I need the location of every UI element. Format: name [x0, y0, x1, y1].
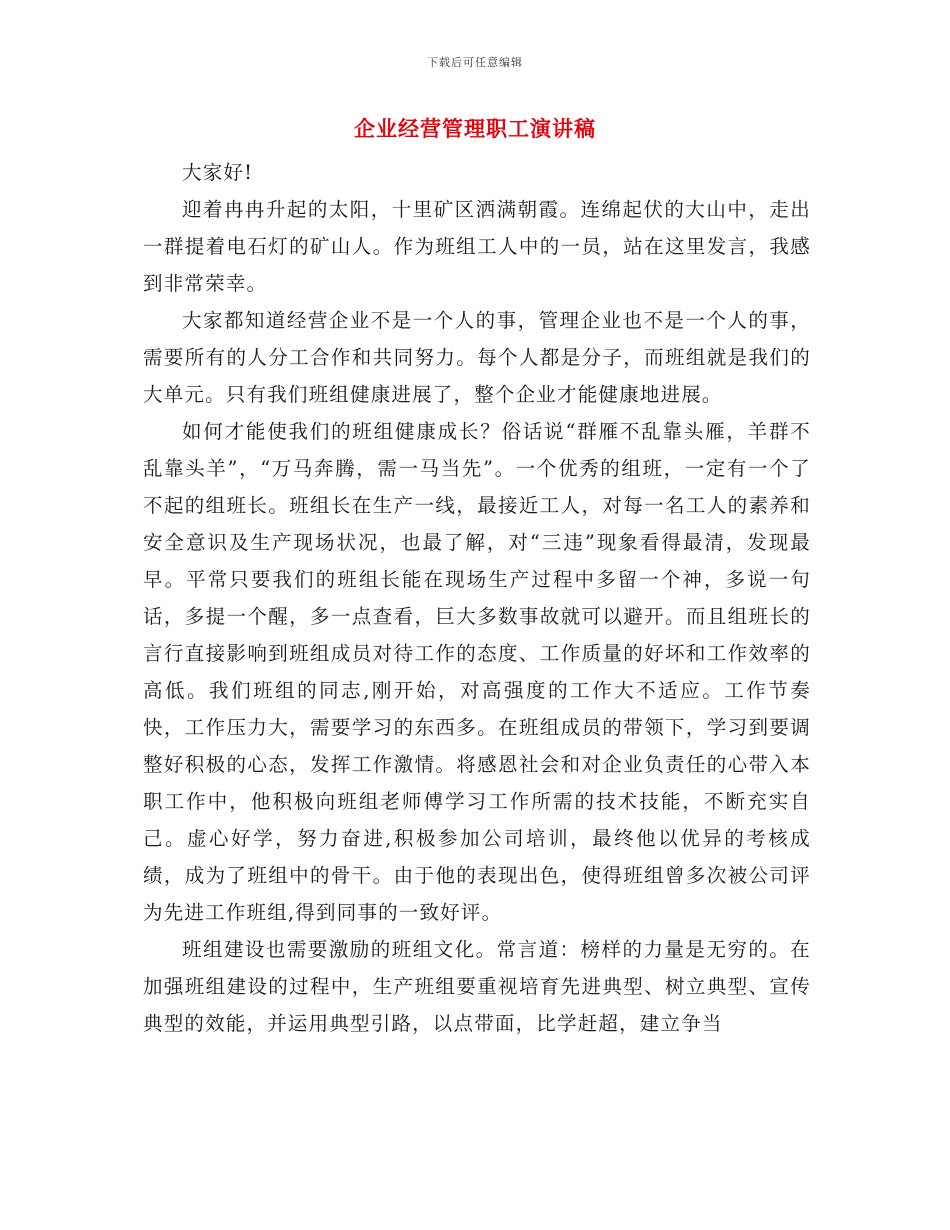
- document-title: 企业经营管理职工演讲稿: [354, 116, 596, 141]
- paragraph-teamwork: 大家都知道经营企业不是一个人的事，管理企业也不是一个人的事，需要所有的人分工合作和共同努力。每个人都是分子，而班组就是我们的大单元。只有我们班组健康进展了，整个企业才能健康地进展。: [143, 309, 811, 406]
- paragraph-greeting: 大家好!: [182, 161, 254, 184]
- paragraph-team-culture: 班组建设也需要激励的班组文化。常言道：榜样的力量是无穷的。在加强班组建设的过程中，生产班组要重视培育先进典型、树立典型、宣传典型的效能，并运用典型引路，以点带面，比学赶超，建立争当: [143, 938, 811, 1035]
- paragraph-opening: 迎着冉冉升起的太阳，十里矿区洒满朝霞。连绵起伏的大山中，走出一群提着电石灯的矿山人。作为班组工人中的一员，站在这里发言，我感到非常荣幸。: [143, 198, 811, 295]
- paragraph-team-leader: 如何才能使我们的班组健康成长？俗话说“群雁不乱靠头雁，羊群不乱靠头羊”，“万马奔腾，需一马当先”。一个优秀的组班，一定有一个了不起的组班长。班组长在生产一线，最接近工人，对每一名工人的素养和安全意识及生产现场状况，也最了解，对“三违”现象看得最清，发现最早。平常只要我们的班组长能在现场生产过程中多留一个神，多说一句话，多提一个醒，多一点查看，巨大多数事故就可以避开。而且组班长的言行直接影响到班组成员对待工作的态度、工作质量的好坏和工作效率的高低。我们班组的同志,刚开始，对高强度的工作大不适应。工作节奏快，工作压力大，需要学习的东西多。在班组成员的带领下，学习到要调整好积极的心态，发挥工作激情。将感恩社会和对企业负责任的心带入本职工作中，他积极向班组老师傅学习工作所需的技术技能，不断充实自己。虚心好学，努力奋进,积极参加公司培训，最终他以优异的考核成绩，成为了班组中的骨干。由于他的表现出色，使得班组曾多次被公司评为先进工作班组,得到同事的一致好评。: [143, 420, 811, 924]
- header-note: 下载后可任意编辑: [427, 56, 523, 69]
- document-body: [143, 154, 811, 1042]
